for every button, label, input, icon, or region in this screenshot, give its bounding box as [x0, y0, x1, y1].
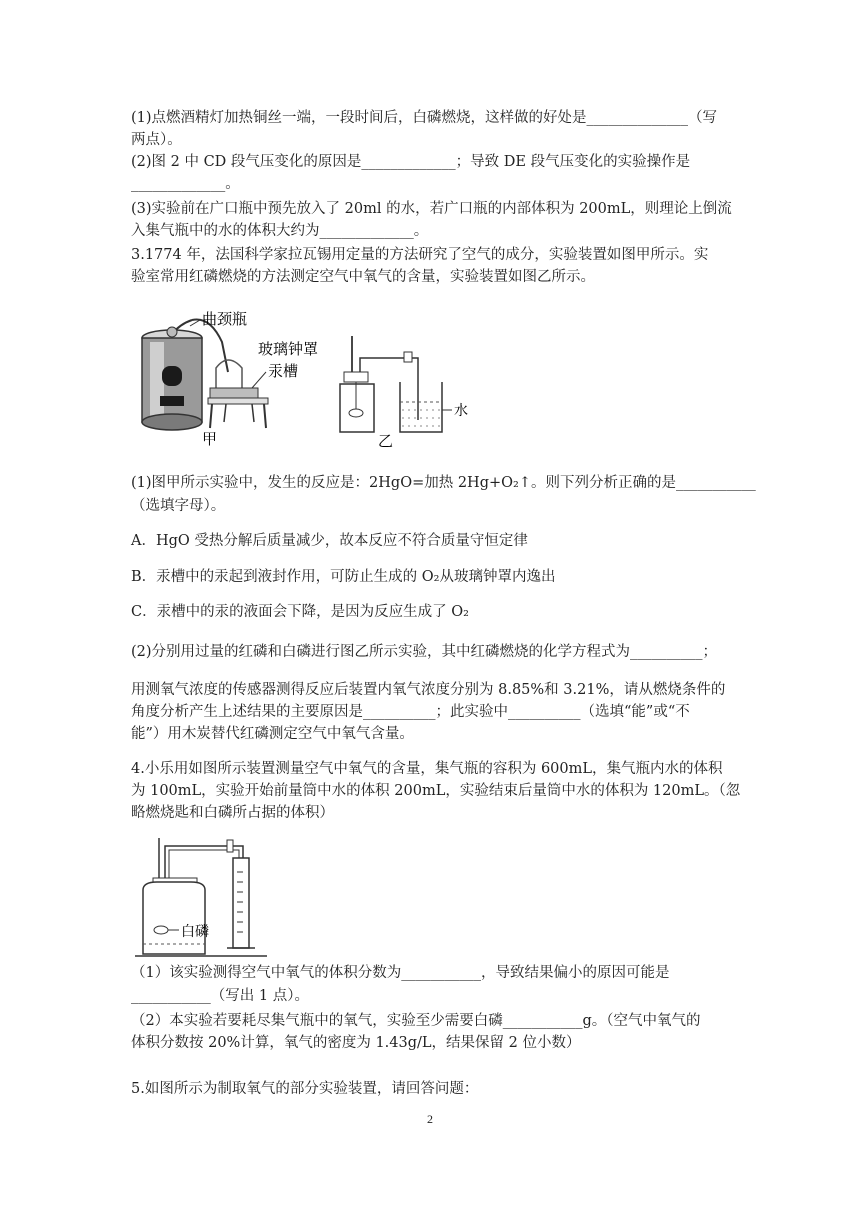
text-line-6: 入集气瓶中的水的体积大约为_____________。 [131, 223, 429, 239]
q3-part1-line-2: （选填字母）。 [131, 498, 226, 514]
text-line-3: (2)图 2 中 CD 段气压变化的原因是_____________；导致 DE 段气压变化的实验操作是 [131, 154, 691, 170]
q3-part1-line-1: (1)图甲所示实验中，发生的反应是：2HgO=加热 2Hg+O₂↑。则下列分析正确的是___________ [131, 475, 756, 491]
figure-yi-apparatus [340, 336, 452, 432]
q3-part2-line-4: 能”）用木炭替代红磷测定空气中氧气含量。 [131, 726, 414, 742]
q3-part2-line-1: (2)分别用过量的红磷和白磷进行图乙所示实验，其中红磷燃烧的化学方程式为__________； [131, 644, 718, 660]
label-trough: 汞槽 [268, 362, 299, 380]
label-bell-jar: 玻璃钟罩 [258, 340, 319, 358]
q4-part1-line-1: （1）该实验测得空气中氧气的体积分数为___________，导致结果偏小的原因可能是 [131, 965, 670, 981]
label-water: 水 [454, 403, 468, 419]
bell-jar-illustration [208, 360, 268, 428]
question-4-line-2: 为 100mL，实验开始前量筒中水的体积 200mL，实验结束后量筒中水的体积为 120mL。（忽 [131, 783, 741, 799]
figure-jia-yi [130, 302, 470, 452]
label-flask: 曲颈瓶 [202, 310, 248, 328]
question-5-line-1: 5.如图所示为制取氧气的部分实验装置，请回答问题： [131, 1081, 479, 1097]
page-number: 2 [427, 1112, 433, 1126]
q4-part2-line-2: 体积分数按 20%计算，氧气的密度为 1.43g/L，结果保留 2 位小数） [131, 1035, 581, 1051]
text-line-1: (1)点燃酒精灯加热铜丝一端，一段时间后，白磷燃烧，这样做的好处是______________（写 [131, 110, 718, 126]
q4-part1-line-2: ___________（写出 1 点）。 [131, 988, 309, 1004]
q3-part2-line-2: 用测氧气浓度的传感器测得反应后装置内氧气浓度分别为 8.85%和 3.21%，请从燃烧条件的 [131, 682, 726, 698]
caption-yi: 乙 [378, 432, 394, 450]
question-4-line-3: 略燃烧匙和白磷所占据的体积） [131, 805, 334, 821]
option-b: B．汞槽中的汞起到液封作用，可防止生成的 O₂从玻璃钟罩内逸出 [131, 569, 556, 585]
q3-part2-line-3: 角度分析产生上述结果的主要原因是__________；此实验中__________（选填“能”或“不 [131, 704, 690, 720]
question-3-line-1: 3.1774 年，法国科学家拉瓦锡用定量的方法研究了空气的成分，实验装置如图甲所示。实 [131, 247, 709, 263]
question-3-line-2: 验室常用红磷燃烧的方法测定空气中氧气的含量，实验装置如图乙所示。 [131, 269, 595, 285]
question-4-line-1: 4.小乐用如图所示装置测量空气中氧气的含量，集气瓶的容积为 600mL，集气瓶内水的体积 [131, 761, 723, 777]
label-white-phosphorus: 白磷 [181, 924, 209, 940]
text-line-2: 两点）。 [131, 132, 182, 148]
caption-jia: 甲 [202, 430, 218, 448]
q4-part2-line-1: （2）本实验若要耗尽集气瓶中的氧气，实验至少需要白磷___________g。（空气中氧气的 [131, 1013, 701, 1029]
furnace-illustration [142, 320, 202, 430]
figure-q4-apparatus [131, 832, 271, 962]
option-a: A．HgO 受热分解后质量减少，故本反应不符合质量守恒定律 [131, 533, 528, 549]
text-line-4: _____________。 [131, 176, 240, 192]
option-c: C．汞槽中的汞的液面会下降，是因为反应生成了 O₂ [131, 604, 469, 620]
text-line-5: (3)实验前在广口瓶中预先放入了 20ml 的水，若广口瓶的内部体积为 200mL，则理论上倒流 [131, 201, 732, 217]
